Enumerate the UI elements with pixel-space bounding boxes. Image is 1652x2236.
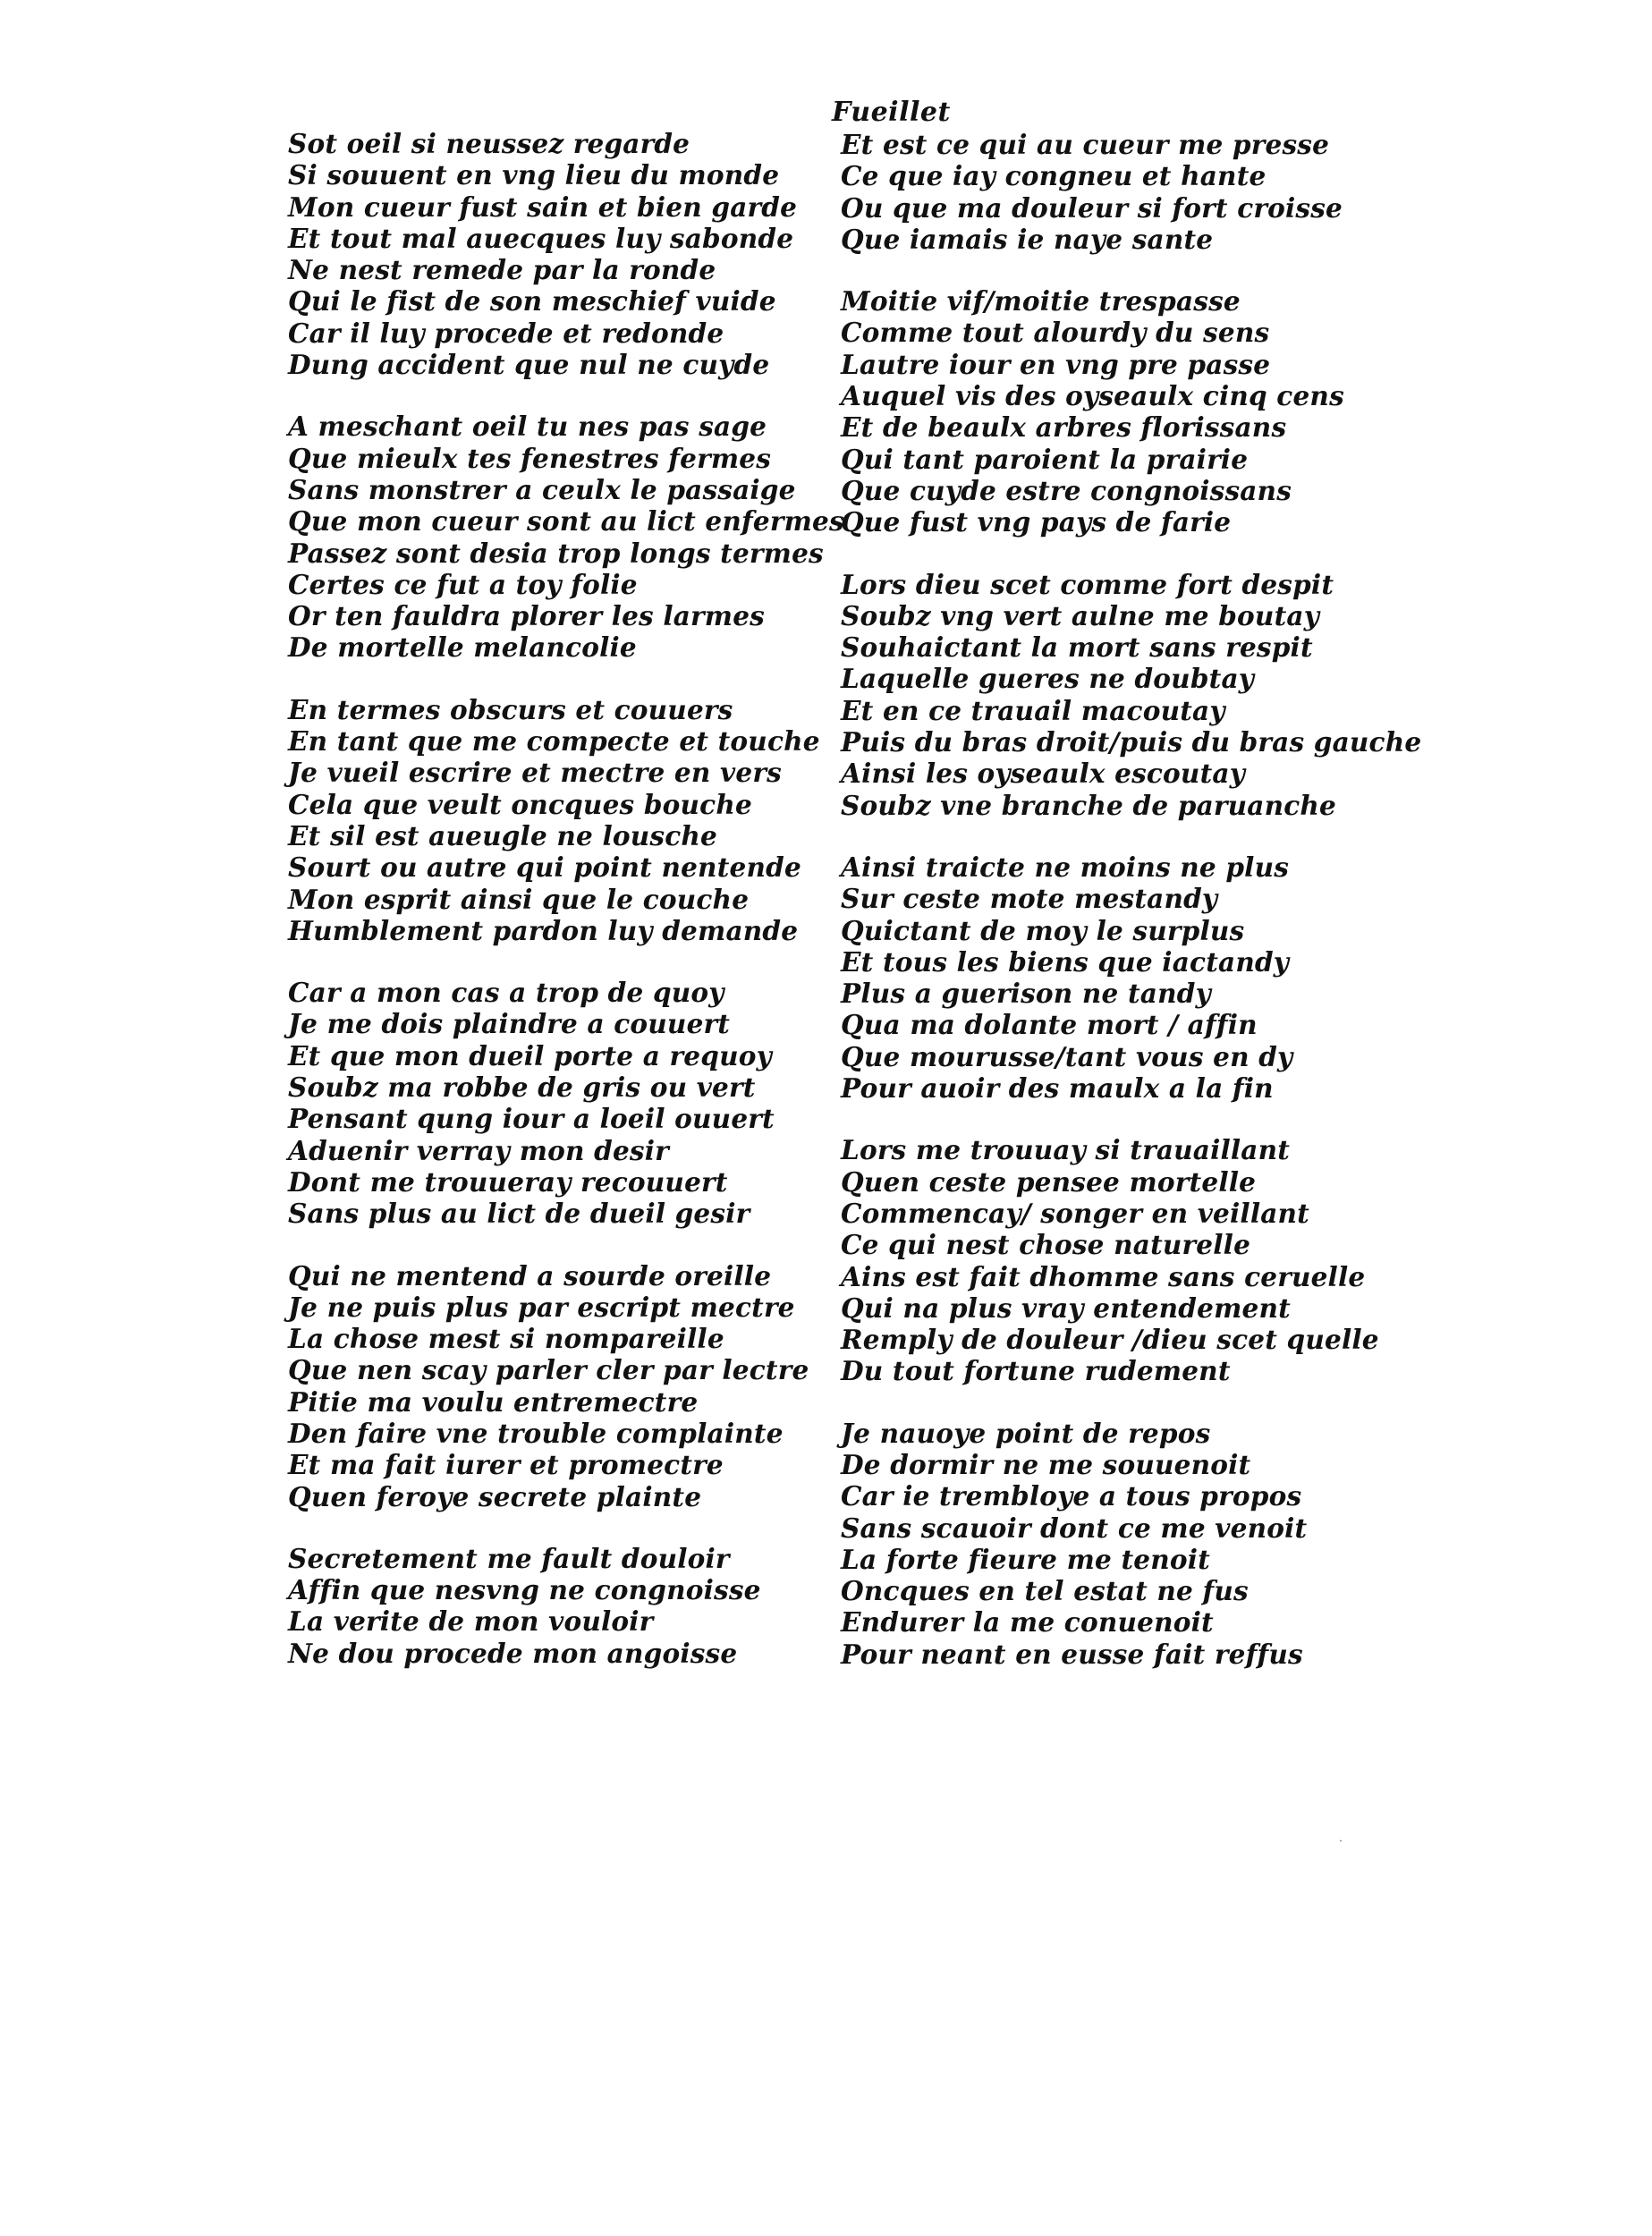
verse-line: Sourt ou autre qui point nentende [288, 851, 801, 884]
verse-line: Cela que veult oncques bouche [288, 788, 752, 820]
verse-line: Sot oeil si neussez regarde [288, 128, 690, 159]
verse-line: Soubz vne branche de paruanche [841, 789, 1337, 821]
paper-speck [1340, 1840, 1342, 1842]
verse-line: Du tout fortune rudement [841, 1355, 1231, 1387]
verse-line: Souhaictant la mort sans respit [841, 631, 1313, 664]
verse-line: Or ten fauldra plorer les larmes [288, 600, 765, 632]
stanza [288, 1260, 843, 1512]
verse-line: Qui le fist de son meschief vuide [288, 285, 776, 318]
verse-line: Et ma fait iurer et promectre [288, 1449, 724, 1481]
verse-line: Passez sont desia trop longs termes [288, 537, 824, 569]
verse-line: Mon cueur fust sain et bien garde [288, 191, 798, 223]
verse-line: Je vueil escrire et mectre en vers [288, 757, 782, 789]
verse-line: Car il luy procede et redonde [288, 317, 724, 349]
verse-line: Et de beaulx arbres florissans [841, 411, 1287, 444]
right-column [832, 97, 1422, 1700]
verse-line: Qui tant paroient la prairie [841, 443, 1249, 475]
verse-line: Que iamais ie naye sante [841, 223, 1214, 255]
verse-line: Je ne puis plus par escript mectre [288, 1291, 795, 1323]
verse-line: Ce que iay congneu et hante [841, 160, 1267, 192]
verse-line: En tant que me compecte et touche [288, 725, 820, 758]
verse-line: Dung accident que nul ne cuyde [288, 349, 770, 381]
verse-line: Plus a guerison ne tandy [841, 978, 1211, 1010]
verse-line: Aduenir verray mon desir [288, 1134, 669, 1166]
verse-line: Que nen scay parler cler par lectre [288, 1354, 809, 1386]
verse-line: Commencay/ songer en veillant [841, 1197, 1310, 1229]
verse-line: Den faire vne trouble complainte [288, 1417, 784, 1449]
verse-line: Ainsi traicte ne moins ne plus [841, 851, 1290, 883]
verse-line: La forte fieure me tenoit [841, 1543, 1211, 1575]
verse-line: Ne dou procede mon angoisse [288, 1637, 738, 1669]
verse-line: Sur ceste mote mestandy [841, 883, 1218, 915]
verse-line: Sans scauoir dont ce me venoit [841, 1512, 1308, 1544]
stanza [841, 568, 1422, 821]
stanza [288, 1543, 843, 1669]
verse-line: Ce qui nest chose naturelle [841, 1229, 1251, 1261]
verse-line: Et que mon dueil porte a requoy [288, 1039, 772, 1071]
stanza [841, 285, 1395, 538]
verse-line: Endurer la me conuenoit [841, 1606, 1214, 1639]
verse-line: Quen ceste pensee mortelle [841, 1165, 1257, 1198]
verse-line: Et est ce qui au cueur me presse [841, 129, 1330, 160]
verse-line: Auquel vis des oyseaulx cinq cens [841, 380, 1344, 412]
verse-line: Ou que ma douleur si fort croisse [841, 191, 1343, 224]
left-column [288, 128, 843, 1699]
verse-line: Ains est fait dhomme sans ceruelle [841, 1260, 1366, 1292]
verse-line: Pitie ma voulu entremectre [288, 1385, 699, 1418]
verse-line: Quen feroye secrete plainte [288, 1480, 702, 1512]
verse-line: Qua ma dolante mort / affin [841, 1009, 1258, 1041]
verse-line: Lors dieu scet comme fort despit [841, 568, 1334, 600]
stanza [288, 694, 843, 946]
verse-line: Lors me trouuay si trauaillant [841, 1134, 1291, 1166]
verse-line: Moitie vif/moitie trespasse [841, 285, 1241, 318]
verse-line: Que fust vng pays de farie [841, 506, 1232, 538]
verse-line: Dont me trouueray recouuert [288, 1165, 728, 1198]
verse-line: Oncques en tel estat ne fus [841, 1575, 1249, 1607]
verse-line: Lautre iour en vng pre passe [841, 348, 1271, 380]
stanza [288, 977, 843, 1229]
verse-line: Humblement pardon luy demande [288, 914, 799, 946]
verse-line: Certes ce fut a toy folie [288, 568, 638, 600]
verse-line: Que mon cueur sont au lict enfermes [288, 505, 844, 538]
verse-line: Puis du bras droit/puis du bras gauche [841, 726, 1422, 758]
stanza [288, 128, 843, 380]
verse-line: De dormir ne me souuenoit [841, 1448, 1251, 1480]
verse-line: Qui ne mentend a sourde oreille [288, 1259, 772, 1292]
verse-line: Laquelle gueres ne doubtay [841, 663, 1255, 695]
verse-line: Comme tout alourdy du sens [841, 317, 1270, 349]
verse-line: Affin que nesvng ne congnoisse [288, 1574, 761, 1606]
stanza [841, 129, 1395, 255]
verse-line: Et tous les biens que iactandy [841, 945, 1290, 978]
verse-line: Soubz ma robbe de gris ou vert [288, 1071, 756, 1104]
stanza [841, 851, 1395, 1104]
verse-line: Sans plus au lict de dueil gesir [288, 1198, 750, 1230]
verse-line: Secretement me fault douloir [288, 1542, 730, 1574]
stanza [841, 1134, 1395, 1386]
verse-line: Je nauoye point de repos [841, 1417, 1211, 1449]
verse-line: Et en ce trauail macoutay [841, 694, 1225, 726]
verse-line: Sans monstrer a ceulx le passaige [288, 473, 796, 505]
verse-line: En termes obscurs et couuers [288, 693, 733, 725]
verse-line: De mortelle melancolie [288, 631, 637, 664]
verse-line: La chose mest si nompareille [288, 1323, 724, 1355]
verse-line: Ainsi les oyseaulx escoutay [841, 758, 1246, 790]
verse-line: Soubz vng vert aulne me boutay [841, 599, 1320, 631]
verse-line: Pour auoir des maulx a la fin [841, 1072, 1274, 1105]
verse-line: Que mieulx tes fenestres fermes [288, 442, 772, 474]
verse-line: Si souuent en vng lieu du monde [288, 159, 780, 191]
verse-line: Et tout mal auecques luy sabonde [288, 222, 794, 254]
verse-line: Que cuyde estre congnoissans [841, 474, 1292, 506]
verse-line: Car a mon cas a trop de quoy [288, 977, 724, 1009]
verse-line: La verite de mon vouloir [288, 1605, 654, 1638]
stanza [288, 411, 843, 663]
verse-line: Ne nest remede par la ronde [288, 254, 716, 286]
verse-line: Je me dois plaindre a couuert [288, 1008, 731, 1040]
folio-heading: Fueillet [832, 97, 951, 128]
verse-line: Pensant qung iour a loeil ouuert [288, 1103, 775, 1135]
verse-line: Et sil est aueugle ne lousche [288, 819, 718, 851]
stanza [841, 1418, 1395, 1670]
verse-line: Que mourusse/tant vous en dy [841, 1040, 1293, 1072]
verse-line: Qui na plus vray entendement [841, 1292, 1291, 1324]
verse-line: Mon esprit ainsi que le couche [288, 883, 750, 915]
verse-line: Car ie trembloye a tous propos [841, 1480, 1302, 1512]
verse-line: Remply de douleur /dieu scet quelle [841, 1324, 1379, 1356]
verse-line: Quictant de moy le surplus [841, 914, 1245, 946]
verse-line: A meschant oeil tu nes pas sage [288, 411, 767, 443]
verse-line: Pour neant en eusse fait reffus [841, 1638, 1303, 1670]
